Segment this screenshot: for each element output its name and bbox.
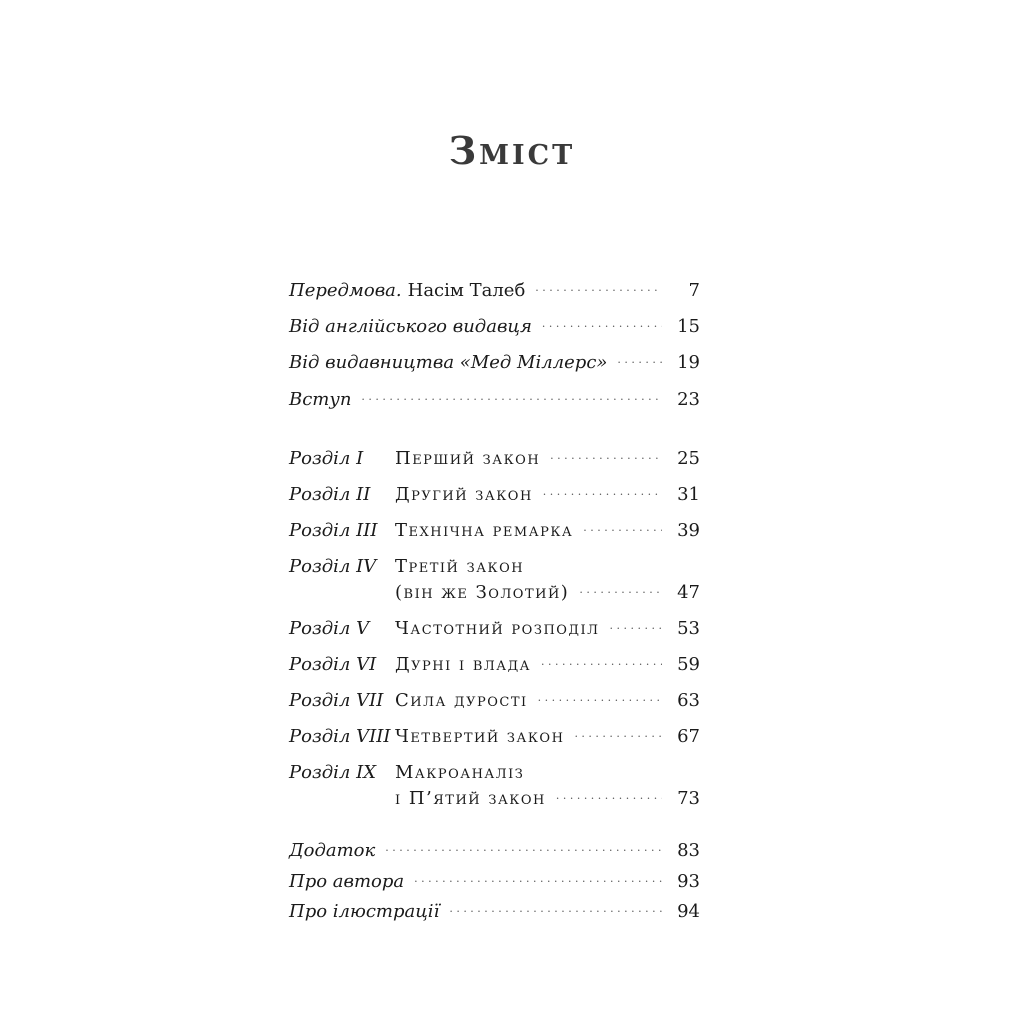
chapter-title: Макроаналіз [395, 762, 525, 783]
toc-page-number: 59 [677, 654, 700, 675]
toc-entry-about-author[interactable] [289, 869, 700, 897]
toc-entry-author: Насім Талеб [407, 280, 526, 301]
chapter-label: Розділ III [289, 520, 378, 541]
dot-leader [556, 786, 662, 812]
chapter-title: Сила дурості [395, 690, 528, 711]
chapter-title: Частотний розподіл [395, 618, 600, 639]
toc-entry-label: Від видавництва «Мед Міллерс» [289, 352, 608, 373]
chapter-title: Третій закон [395, 556, 525, 577]
toc-entry-chapter-8[interactable] [289, 724, 700, 752]
chapter-label: Розділ IX [289, 762, 377, 783]
toc-entry-chapter-3[interactable] [289, 518, 700, 546]
dot-leader [535, 278, 662, 304]
toc-entry-label: Передмова. [289, 280, 402, 301]
toc-page-number: 39 [677, 520, 700, 541]
chapter-label: Розділ I [289, 448, 364, 469]
chapter-title: Четвертий закон [395, 726, 565, 747]
dot-leader [543, 482, 662, 508]
chapter-title: Технічна ремарка [395, 520, 574, 541]
toc-entry-chapter-7[interactable] [289, 688, 700, 716]
chapter-label: Розділ VI [289, 654, 377, 675]
toc-page-number: 63 [677, 690, 700, 711]
toc-entry-label: Про ілюстрації [289, 901, 440, 922]
toc-entry-label: Від англійського видавця [289, 316, 532, 337]
chapter-title: Другий закон [395, 484, 533, 505]
toc-entry-label: Вступ [289, 389, 352, 410]
chapter-label: Розділ VII [289, 690, 384, 711]
chapter-label: Розділ V [289, 618, 370, 639]
dot-leader [414, 869, 662, 895]
toc-page-number: 7 [688, 280, 700, 301]
toc-entry-english-publisher[interactable] [289, 314, 700, 342]
toc-page-number: 23 [677, 389, 700, 410]
chapter-title: Перший закон [395, 448, 541, 469]
toc-page-number: 25 [677, 448, 700, 469]
table-of-contents [289, 0, 700, 1024]
toc-entry-foreword[interactable] [289, 278, 700, 306]
chapter-title-continued: (він же Золотий) [395, 582, 570, 603]
toc-entry-label: Про автора [289, 871, 405, 892]
toc-page-number: 73 [677, 788, 700, 809]
dot-leader [541, 652, 662, 678]
toc-page-number: 19 [677, 352, 700, 373]
dot-leader [542, 314, 662, 340]
chapter-title: Дурні і влада [395, 654, 531, 675]
toc-entry-chapter-2[interactable] [289, 482, 700, 510]
toc-entry-chapter-9[interactable] [289, 760, 700, 814]
page-title: Зміст [448, 128, 576, 173]
toc-entry-introduction[interactable] [289, 387, 700, 415]
dot-leader [385, 838, 662, 864]
dot-leader [449, 899, 662, 925]
toc-page-number: 31 [677, 484, 700, 505]
dot-leader [610, 616, 663, 642]
toc-page-number: 67 [677, 726, 700, 747]
toc-entry-chapter-6[interactable] [289, 652, 700, 680]
chapter-label: Розділ VIII [289, 726, 391, 747]
dot-leader [550, 446, 662, 472]
toc-entry-about-illustrations[interactable] [289, 899, 700, 927]
dot-leader [617, 350, 662, 376]
toc-entry-chapter-4[interactable] [289, 554, 700, 608]
chapter-label: Розділ IV [289, 556, 377, 577]
toc-page-number: 94 [677, 901, 700, 922]
toc-page-number: 53 [677, 618, 700, 639]
toc-entry-med-millers[interactable] [289, 350, 700, 378]
dot-leader [583, 518, 662, 544]
toc-page-number: 47 [677, 582, 700, 603]
dot-leader [538, 688, 662, 714]
toc-page-number: 83 [677, 840, 700, 861]
toc-entry-chapter-1[interactable] [289, 446, 700, 474]
chapter-label: Розділ II [289, 484, 371, 505]
toc-entry-appendix[interactable] [289, 838, 700, 866]
dot-leader [574, 724, 662, 750]
dot-leader [579, 580, 662, 606]
toc-entry-label: Додаток [289, 840, 376, 861]
chapter-title-continued: і П’ятий закон [395, 788, 546, 809]
toc-page-number: 15 [677, 316, 700, 337]
toc-page-number: 93 [677, 871, 700, 892]
toc-entry-chapter-5[interactable] [289, 616, 700, 644]
dot-leader [361, 387, 662, 413]
